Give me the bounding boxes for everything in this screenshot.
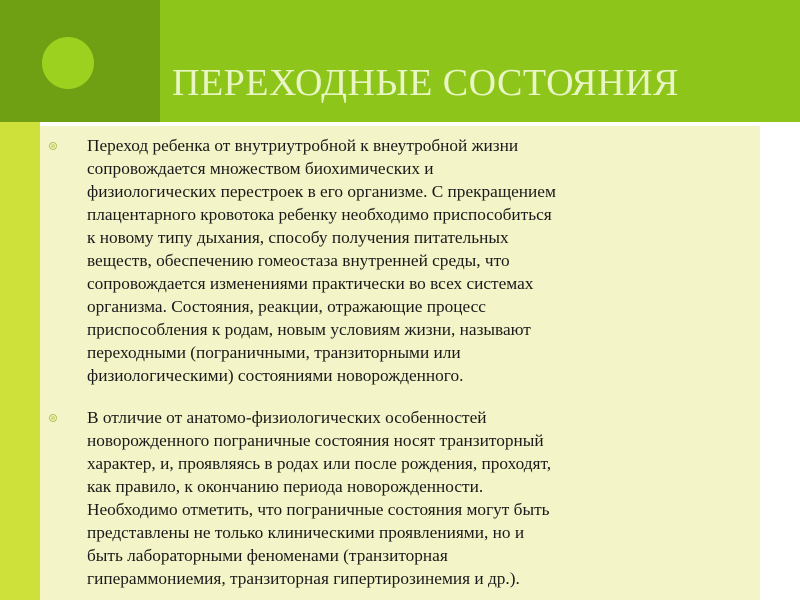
text-line: характер, и, проявляясь в родах или после рождения, проходят, bbox=[87, 454, 552, 473]
text-line: плацентарного кровотока ребенку необходимо приспособиться bbox=[87, 205, 552, 224]
text-line: быть лабораторными феноменами (транзиторная bbox=[87, 546, 448, 565]
decorative-circle-icon bbox=[42, 37, 94, 89]
slide-title: ПЕРЕХОДНЫЕ СОСТОЯНИЯ bbox=[172, 62, 679, 104]
text-line: гипераммониемия, транзиторная гипертирозинемия и др.). bbox=[87, 569, 520, 588]
bullet-text bbox=[87, 406, 757, 590]
text-line: физиологических перестроек в его организме. С прекращением bbox=[87, 182, 556, 201]
text-line: Переход ребенка от внутриутробной к внеутробной жизни bbox=[87, 136, 519, 155]
bullet-dot-icon bbox=[49, 414, 57, 422]
text-line: приспособления к родам, новым условиям жизни, называют bbox=[87, 320, 531, 339]
text-line: физиологическими) состояниями новорожденного. bbox=[87, 366, 464, 385]
bullet-text bbox=[87, 134, 757, 387]
text-line: организма. Состояния, реакции, отражающие процесс bbox=[87, 297, 486, 316]
text-line: веществ, обеспечению гомеостаза внутренней среды, что bbox=[87, 251, 510, 270]
content-panel bbox=[40, 126, 760, 600]
text-line: представлены не только клиническими проявлениями, но и bbox=[87, 523, 525, 542]
text-line: сопровождается изменениями практически во всех системах bbox=[87, 274, 534, 293]
text-line: сопровождается множеством биохимических и bbox=[87, 159, 434, 178]
text-line: В отличие от анатомо-физиологических особенностей bbox=[87, 408, 487, 427]
text-line: новорожденного пограничные состояния носят транзиторный bbox=[87, 431, 544, 450]
text-line: к новому типу дыхания, способу получения питательных bbox=[87, 228, 509, 247]
text-line: как правило, к окончанию периода новорожденности. bbox=[87, 477, 484, 496]
bullet-dot-icon bbox=[49, 142, 57, 150]
bullet-item bbox=[40, 406, 760, 590]
text-line: переходными (пограничными, транзиторными или bbox=[87, 343, 461, 362]
bullet-item bbox=[40, 134, 760, 387]
text-line: Необходимо отметить, что пограничные состояния могут быть bbox=[87, 500, 550, 519]
